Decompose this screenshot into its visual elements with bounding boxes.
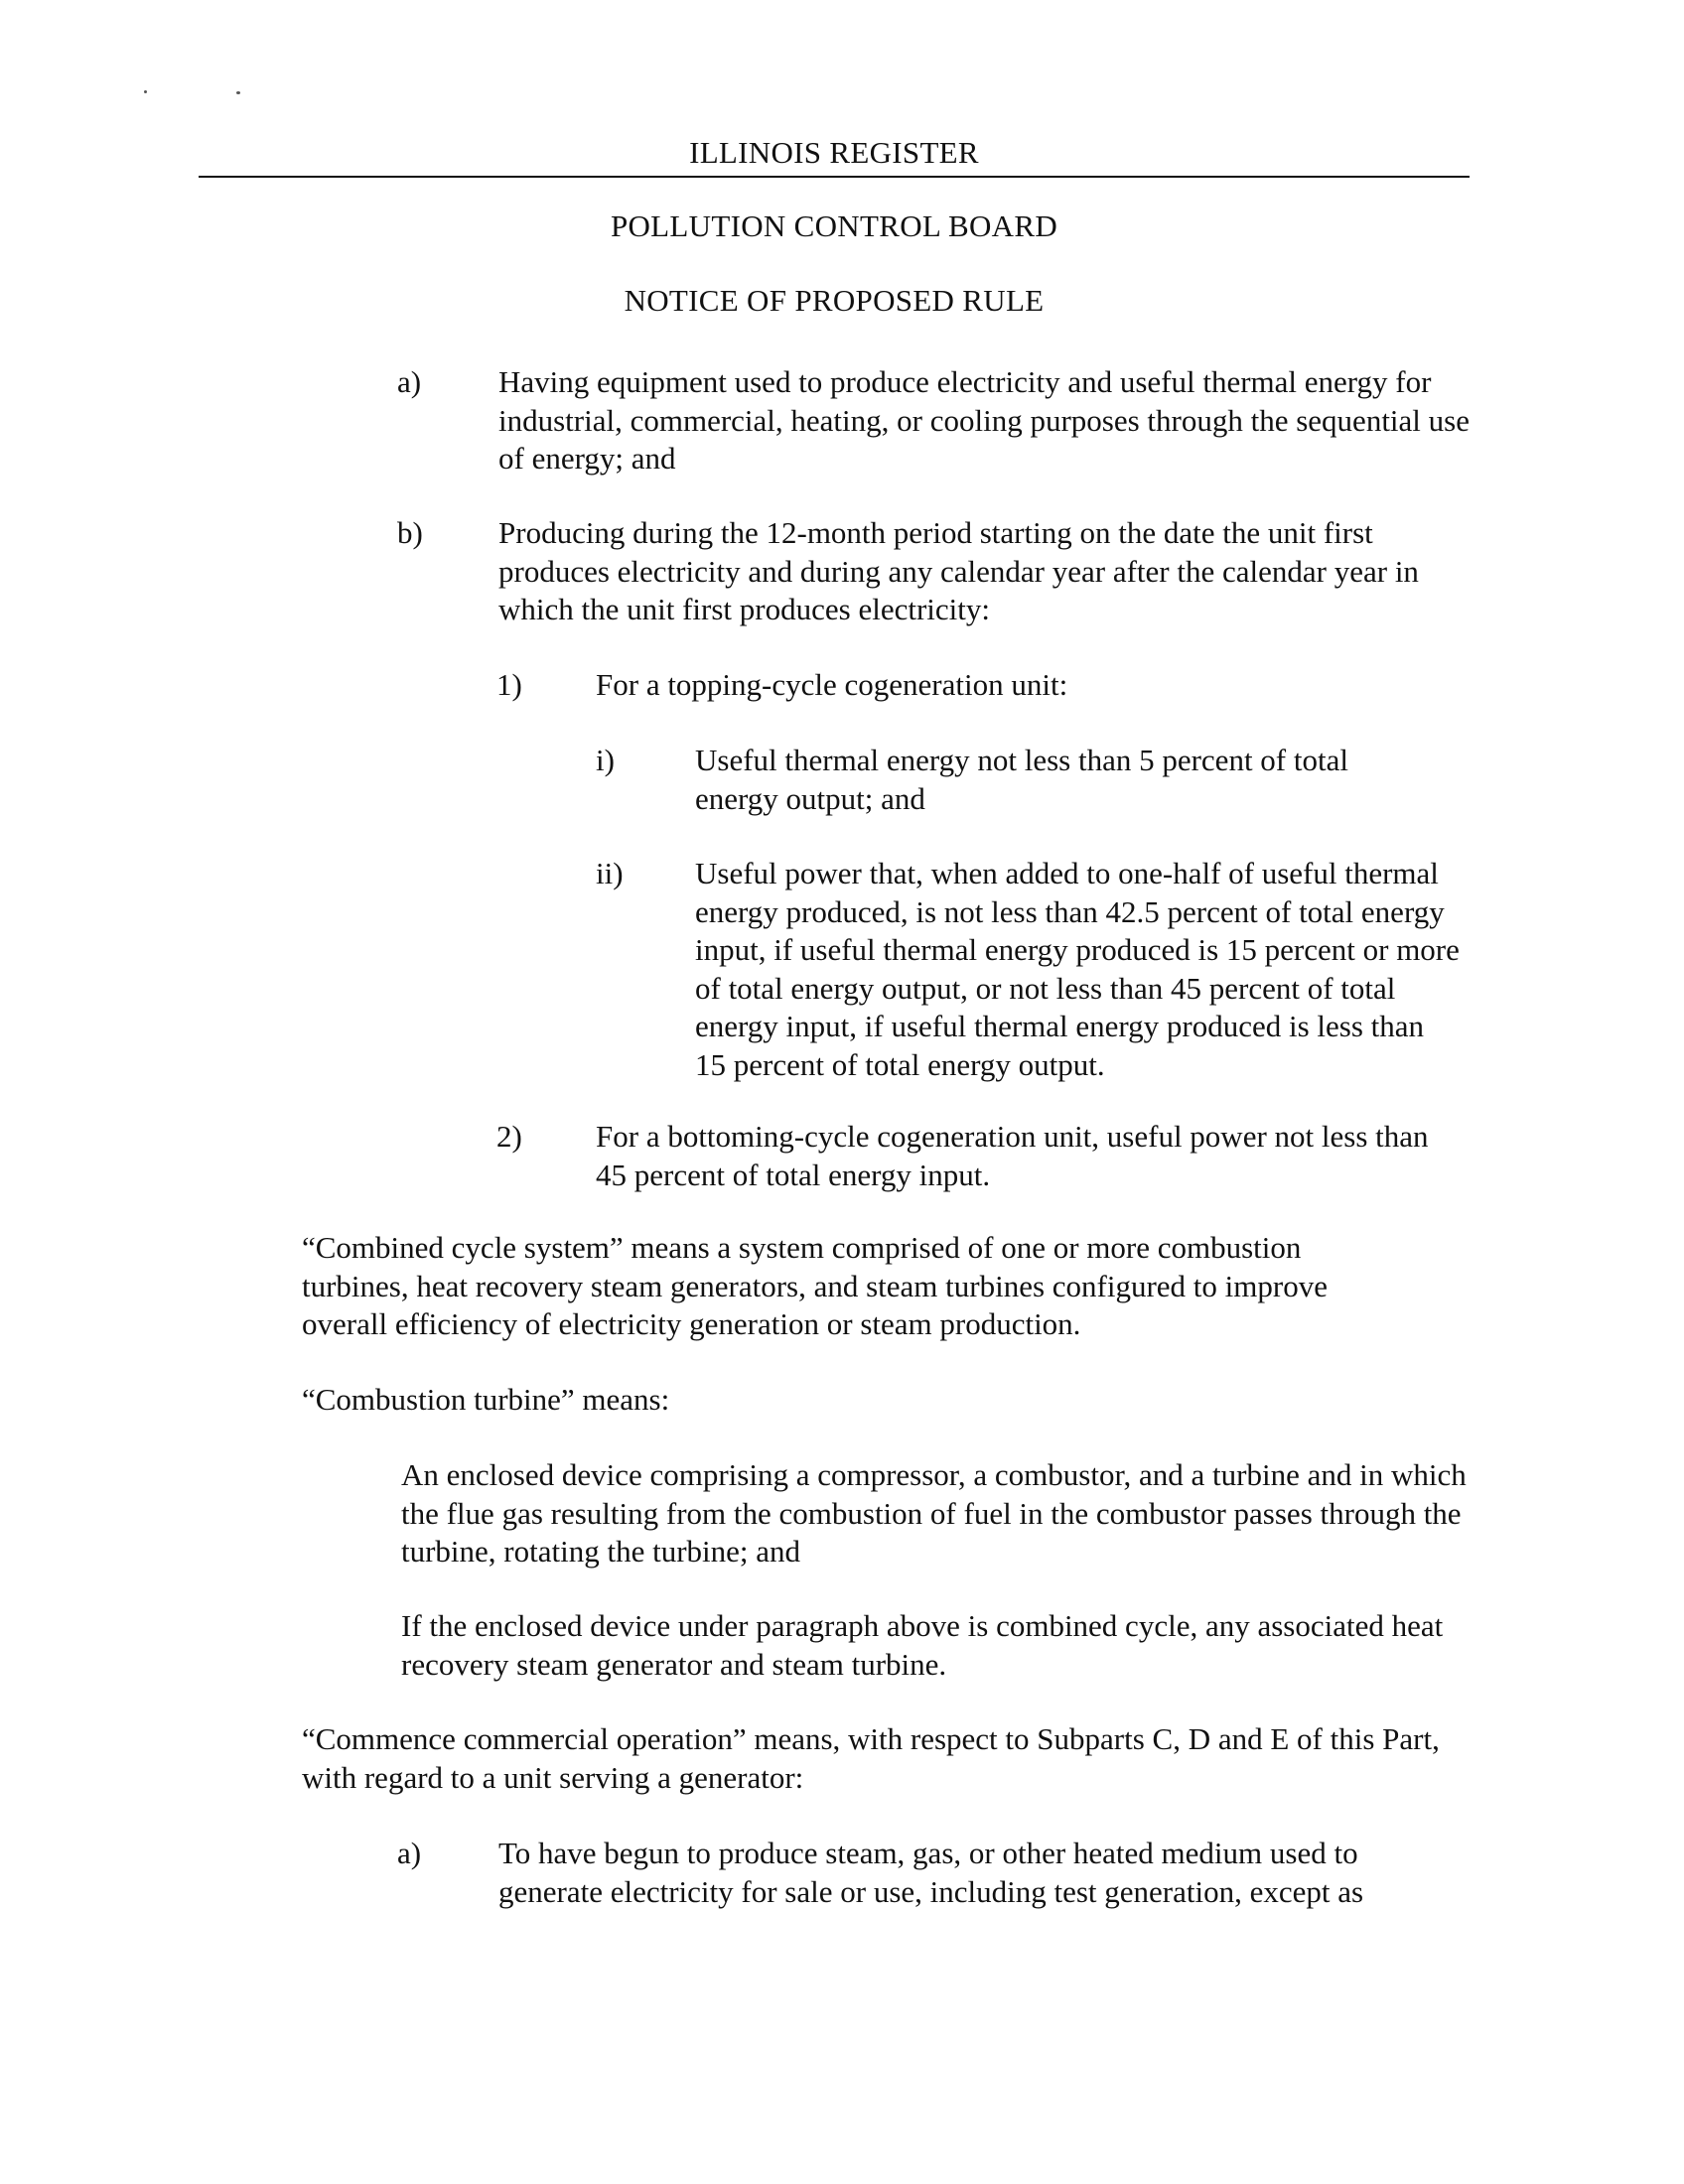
scan-speck (236, 91, 240, 94)
register-title: ILLINOIS REGISTER (689, 135, 979, 170)
scan-speck (144, 90, 147, 93)
item-b1-label: 1) (496, 667, 522, 702)
item-a-label: a) (397, 364, 422, 399)
commence-item-a-label: a) (397, 1836, 422, 1870)
item-b2-text: For a bottoming-cycle cogeneration unit, useful power not less than 45 percent of total energy input. (596, 1119, 1429, 1192)
item-bi-label: i) (596, 743, 615, 777)
item-bii-text: Useful power that, when added to one-half of useful thermal energy produced, is not less than 42.5 percent of total energy input, if useful thermal energy produced is 15 percent or more of total energy output, or not less than 45 percent of total energy input, if useful thermal energy produced is less than 15 percent of total energy output. (695, 856, 1460, 1082)
item-bii-label: ii) (596, 856, 624, 890)
header-rule (199, 176, 1470, 178)
item-b2-label: 2) (496, 1119, 522, 1154)
commence-operation-intro: “Commence commercial operation” means, with respect to Subparts C, D and E of this Part, with regard to a unit serving a generator: (302, 1721, 1440, 1795)
combined-cycle-definition: “Combined cycle system” means a system comprised of one or more combustion turbines, heat recovery steam generators, and steam turbines configured to improve overall efficiency of electricity generation or steam production. (302, 1230, 1328, 1341)
item-a-text: Having equipment used to produce electricity and useful thermal energy for industrial, commercial, heating, or cooling purposes through the sequential use of energy; and (498, 364, 1470, 476)
item-b-label: b) (397, 515, 423, 550)
item-b-text: Producing during the 12-month period starting on the date the unit first produces electricity and during any calendar year after the calendar year in which the unit first produces electricity: (498, 515, 1419, 626)
combustion-turbine-intro: “Combustion turbine” means: (302, 1382, 670, 1417)
agency-title: POLLUTION CONTROL BOARD (610, 208, 1058, 243)
item-b1-text: For a topping-cycle cogeneration unit: (596, 667, 1068, 702)
combustion-turbine-para1: An enclosed device comprising a compressor, a combustor, and a turbine and in which the flue gas resulting from the combustion of fuel in the combustor passes through the turbine, rotating the turbine; and (401, 1457, 1467, 1569)
item-bi-text: Useful thermal energy not less than 5 percent of total energy output; and (695, 743, 1348, 816)
combustion-turbine-para2: If the enclosed device under paragraph above is combined cycle, any associated heat recovery steam generator and steam turbine. (401, 1608, 1444, 1682)
notice-title: NOTICE OF PROPOSED RULE (624, 283, 1045, 318)
commence-item-a-text: To have begun to produce steam, gas, or other heated medium used to generate electricity for sale or use, including test generation, except as (498, 1836, 1364, 1909)
